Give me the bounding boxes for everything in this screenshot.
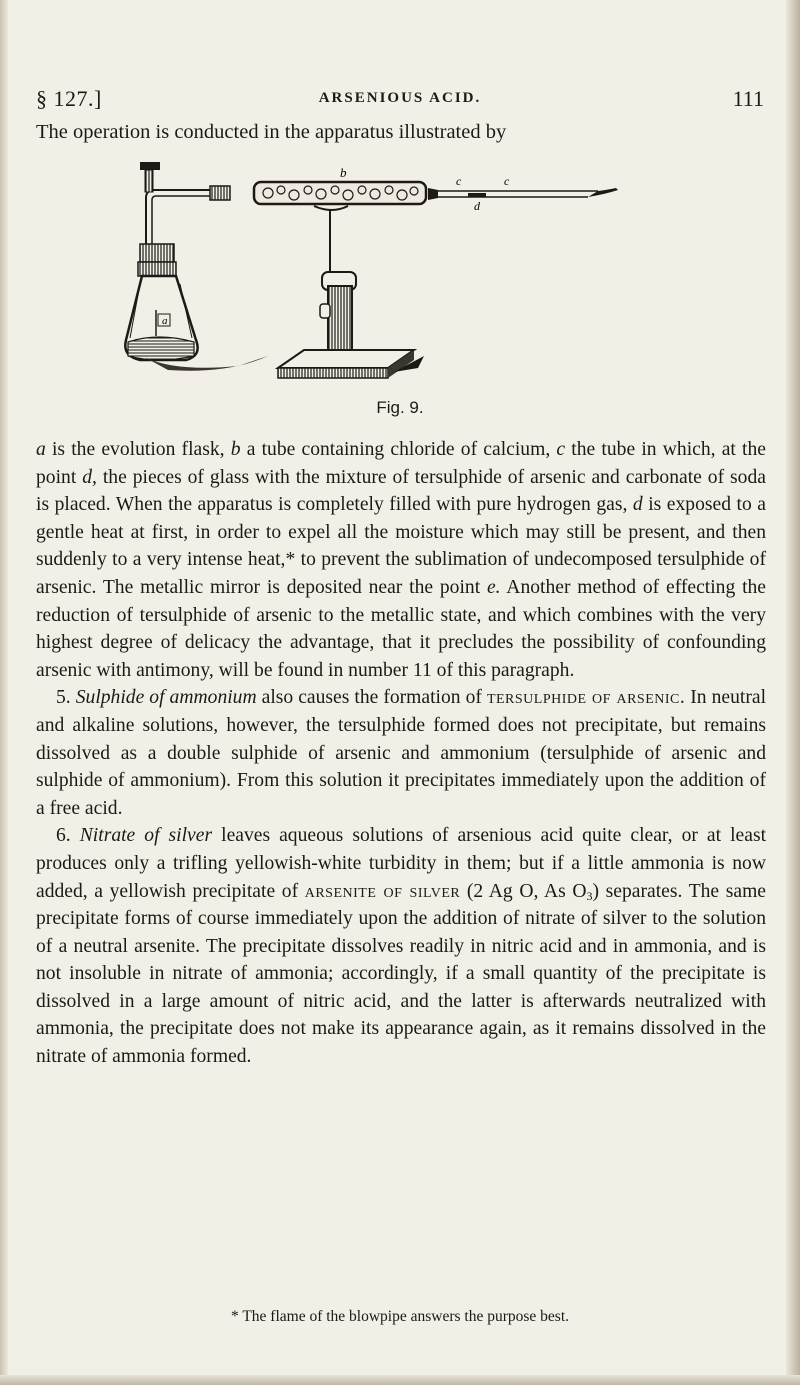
figure-caption: Fig. 9. [376,398,424,417]
formula-text: ) [592,880,600,902]
apparatus-illustration [118,160,648,395]
page-edge-bottom [0,1375,800,1385]
text-run: Another method of effecting the reduction of tersulphide of arsenic to the metallic state, and which combines with the very highest degree of delicacy the advantage, that it precludes the possibility of confounding arsenic with antimony, will be found in number 11 of this paragraph. [36,576,767,681]
evolution-flask [125,244,268,371]
section-reference: § 127.] [36,86,102,111]
reagent-name: Nitrate of silver [79,825,213,847]
product-name: arsenite of silver [304,880,461,902]
ref-d: d [632,494,643,516]
text-run: leaves aqueous solutions of arsenious acid quite clear, or at least produces only a trifling yellowish-white turbidity in them; but if a little ammonia is now added, a yellowish precipitate of [36,825,767,902]
label-a: a [162,315,168,327]
running-head-title: ARSENIOUS ACID. [318,90,482,106]
reduction-tube [438,174,618,213]
paragraph-number: 6. [56,825,80,847]
ref-a: a [36,439,46,460]
ref-d: d, [82,466,97,488]
running-header [36,82,764,116]
paragraph-apparatus-description [36,436,766,684]
label-d: d [474,199,480,213]
apparatus-figure [118,160,648,395]
chemical-formula [460,881,599,902]
page-number: 111 [732,86,764,111]
text-run: a tube containing chloride of calcium, [240,439,557,460]
page-edge-right [786,0,800,1385]
paragraph-nitrate-of-silver [36,822,766,1070]
ref-b: b [230,439,241,460]
page-edge-left [0,0,8,1385]
formula-subscript: 3 [586,888,593,903]
text-run: separates. The same precipitate forms of course immediately upon the addition of nitrate of silver to the solution of a neutral arsenite. The precipitate dissolves readily in nitric acid and in ammonia, and is not insoluble in nitrate of ammonia; accordingly, if a small quantity of the precipitate is dissolved in a large amount of nitric acid, and the latter is afterwards neutralized with ammonia, the precipitate does not make its appearance again, as it remains dissolved in the nitrate of ammonia formed. [36,880,767,1068]
text-run: is exposed to a gentle heat at first, in order to expel all the moisture which may still be present, and then suddenly to a very intense heat,* to prevent the sublimation of undecomposed tersulphide of arsenic. The metallic mirror is deposited near the point [36,494,766,598]
support-stand [278,206,424,378]
paragraph-sulphide-of-ammonium [36,684,766,822]
product-name: tersulphide of arsenic. [486,687,686,709]
text-run: is the evolution flask, [45,439,231,460]
text-run: also causes the formation of [256,687,487,709]
paragraph-number: 5. [56,687,76,709]
ref-c: c [556,439,566,460]
text-run: the tube in which, at the point [36,439,766,488]
text-run: In neutral and alkaline solutions, however, the tersulphide formed does not precipitate, but remains dissolved as a double sulphide of arsenic and ammonium (tersulphide of arsenic and sulphide of ammonium). From this solution it precipitates immediately upon the addition of a free acid. [36,687,767,819]
chloride-tube [210,165,438,204]
label-c1: c [456,174,462,188]
reagent-name: Sulphide of ammonium [75,687,257,709]
label-c2: c [504,174,510,188]
footnote: * The flame of the blowpipe answers the purpose best. [230,1308,570,1325]
label-b: b [340,165,347,180]
text-run: the pieces of glass with the mixture of tersulphide of arsenic and carbonate of soda is placed. When the apparatus is completely filled with pure hydrogen gas, [36,466,766,516]
formula-text: (2 Ag O, As O [460,880,587,902]
main-text [36,436,766,1071]
intro-line: The operation is conducted in the apparatus illustrated by [36,121,507,143]
ref-e: e. [486,576,501,598]
